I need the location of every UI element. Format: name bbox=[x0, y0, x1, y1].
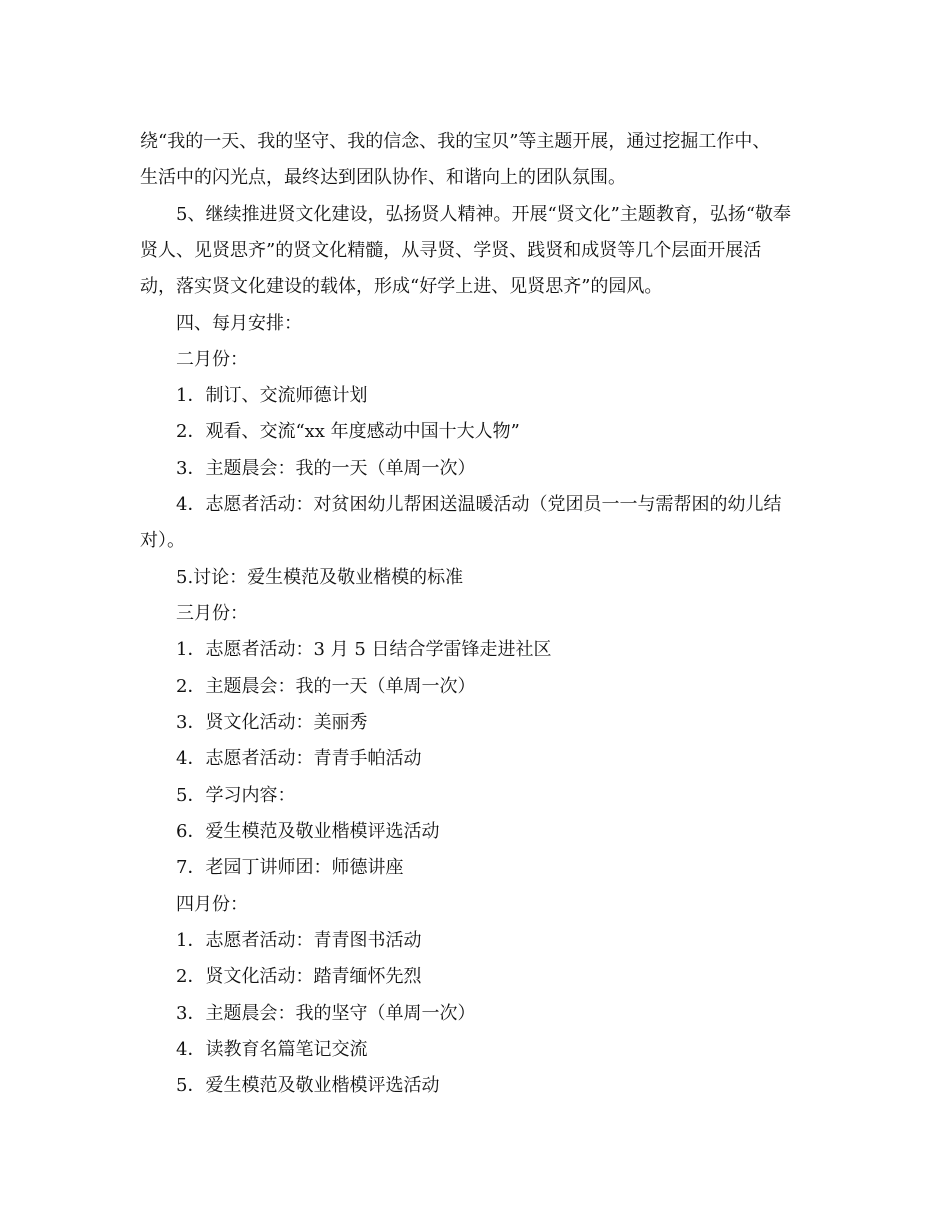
section-heading: 四、每月安排： bbox=[176, 313, 302, 334]
list-item: 3．主题晨会：我的坚守（单周一次） bbox=[176, 1003, 476, 1024]
list-item: 3．贤文化活动：美丽秀 bbox=[176, 712, 368, 733]
paragraph-line: 动，落实贤文化建设的载体，形成“好学上进、见贤思齐”的园风。 bbox=[140, 276, 663, 297]
paragraph-line: 绕“我的一天、我的坚守、我的信念、我的宝贝”等主题开展，通过挖掘工作中、 bbox=[140, 131, 771, 152]
list-item: 6．爱生模范及敬业楷模评选活动 bbox=[176, 821, 440, 842]
list-item: 2．贤文化活动：踏青缅怀先烈 bbox=[176, 966, 422, 987]
paragraph-line: 生活中的闪光点，最终达到团队协作、和谐向上的团队氛围。 bbox=[140, 167, 626, 188]
paragraph-line: 贤人、见贤思齐”的贤文化精髓，从寻贤、学贤、践贤和成贤等几个层面开展活 bbox=[140, 240, 762, 261]
list-item: 1．志愿者活动：3 月 5 日结合学雷锋走进社区 bbox=[176, 639, 552, 660]
list-item: 1．志愿者活动：青青图书活动 bbox=[176, 930, 422, 951]
list-item: 3．主题晨会：我的一天（单周一次） bbox=[176, 458, 476, 479]
list-item: 2．主题晨会：我的一天（单周一次） bbox=[176, 676, 476, 697]
month-heading: 二月份： bbox=[176, 349, 248, 370]
list-item: 7．老园丁讲师团：师德讲座 bbox=[176, 857, 404, 878]
list-item: 1．制订、交流师德计划 bbox=[176, 385, 368, 406]
list-item: 5.讨论：爱生模范及敬业楷模的标准 bbox=[176, 567, 464, 588]
list-item: 4．志愿者活动：对贫困幼儿帮困送温暖活动（党团员一一与需帮困的幼儿结 bbox=[176, 494, 782, 515]
list-item: 4．读教育名篇笔记交流 bbox=[176, 1039, 368, 1060]
list-item: 4．志愿者活动：青青手帕活动 bbox=[176, 748, 422, 769]
month-heading: 三月份： bbox=[176, 603, 248, 624]
paragraph-line: 5、继续推进贤文化建设，弘扬贤人精神。开展“贤文化”主题教育，弘扬“敬奉 bbox=[176, 204, 792, 225]
list-item: 5．爱生模范及敬业楷模评选活动 bbox=[176, 1075, 440, 1096]
list-item: 2．观看、交流“xx 年度感动中国十大人物” bbox=[176, 421, 520, 442]
list-item-continuation: 对）。 bbox=[140, 530, 185, 551]
list-item: 5．学习内容： bbox=[176, 785, 296, 806]
month-heading: 四月份： bbox=[176, 894, 248, 915]
